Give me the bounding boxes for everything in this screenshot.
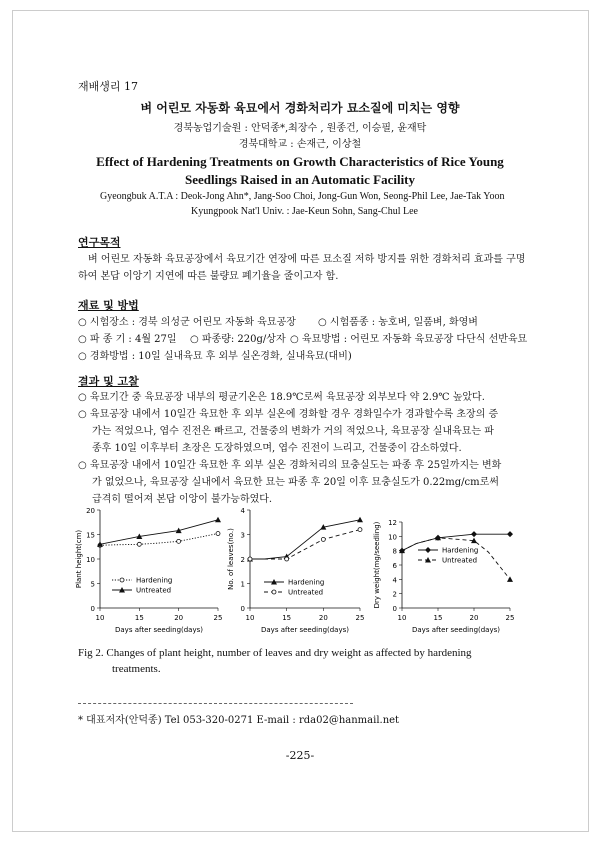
data-point-untreated bbox=[215, 517, 221, 523]
methods-line-2a: ○ 파 종 기 : 4월 27일 bbox=[78, 334, 177, 345]
results-line-5: ○ 육묘공장 내에서 10일간 육묘한 후 외부 실온 경화처리의 묘충실도는 파종 후 25일까지는 변화 bbox=[78, 460, 502, 471]
page-number: -225- bbox=[285, 749, 315, 762]
y-axis-label: No. of leaves(no.) bbox=[227, 528, 235, 590]
english-authors-1: Gyeongbuk A.T.A : Deok-Jong Ahn*, Jang-Soo Choi, Jong-Gun Won, Seong-Phil Lee, Jae-Tak Yoon bbox=[100, 191, 505, 202]
y-axis-label: Plant height(cm) bbox=[75, 529, 83, 589]
series-line-hardening bbox=[250, 520, 360, 559]
legend-marker-hardening bbox=[425, 547, 431, 553]
x-tick-label: 10 bbox=[245, 614, 255, 622]
methods-line-2c: ○ 육묘방법 : 어린모 자동화 육묘공장 다단식 선반육묘 bbox=[290, 334, 528, 345]
dry-weight-chart bbox=[372, 502, 524, 640]
data-point-hardening bbox=[471, 531, 477, 537]
methods-heading: 재료 및 방법 bbox=[78, 299, 139, 312]
y-tick-label: 5 bbox=[90, 580, 95, 589]
results-line-7: 급격히 떨어져 본답 이앙이 불가능하였다. bbox=[92, 494, 273, 505]
english-authors-2: Kyungpook Nat'l Univ. : Jae-Keun Sohn, Sang-Chul Lee bbox=[191, 206, 418, 217]
objective-line-2: 하여 본답 이앙기 지연에 따른 불량묘 폐기율을 줄이고자 함. bbox=[78, 271, 339, 282]
x-tick-label: 15 bbox=[433, 614, 443, 622]
objective-line-1: 벼 어린모 자동화 육묘공장에서 육묘기간 연장에 따른 묘소질 저하 방지를 위한 경화처리 효과를 구명 bbox=[88, 254, 526, 265]
y-tick-label: 15 bbox=[86, 531, 95, 540]
x-tick-label: 25 bbox=[355, 614, 365, 622]
results-line-2: ○ 육묘공장 내에서 10일간 육묘한 후 외부 실온에 경화할 경우 경화일수가 경과할수록 초장의 증 bbox=[78, 409, 499, 420]
data-point-hardening bbox=[137, 542, 141, 546]
legend-marker-hardening bbox=[120, 578, 124, 582]
legend-label-hardening: Hardening bbox=[288, 578, 325, 587]
data-point-untreated bbox=[248, 557, 252, 561]
x-tick-label: 20 bbox=[174, 614, 184, 622]
results-heading: 결과 및 고찰 bbox=[78, 375, 139, 388]
y-tick-label: 0 bbox=[90, 605, 95, 613]
x-tick-label: 25 bbox=[505, 614, 515, 622]
y-tick-label: 10 bbox=[86, 556, 95, 564]
data-point-hardening bbox=[216, 532, 220, 536]
data-point-untreated bbox=[507, 576, 513, 582]
y-tick-label: 2 bbox=[240, 556, 245, 564]
data-point-hardening bbox=[507, 531, 513, 537]
results-line-1: ○ 육묘기간 중 육묘공장 내부의 평균기온은 18.9℃로써 육묘공장 외부보다 약 2.9℃ 높았다. bbox=[78, 392, 485, 403]
y-tick-label: 6 bbox=[392, 562, 397, 570]
leaf-number-chart bbox=[226, 502, 376, 640]
legend-label-untreated: Untreated bbox=[136, 586, 172, 595]
korean-authors-1: 경북농업기술원 : 안덕종*,최장수 , 원종건, 이승필, 윤재탁 bbox=[173, 123, 427, 134]
korean-authors-2: 경북대학교 : 손재근, 이상철 bbox=[238, 139, 362, 150]
data-point-hardening bbox=[177, 539, 181, 543]
y-axis-label: Dry weight(mg/seedling) bbox=[373, 521, 381, 609]
x-axis-label: Days after seeding(days) bbox=[115, 626, 203, 634]
objective-heading: 연구목적 bbox=[78, 236, 121, 249]
data-point-untreated bbox=[285, 557, 289, 561]
series-line-hardening bbox=[100, 534, 218, 546]
y-tick-label: 0 bbox=[240, 605, 245, 613]
data-point-untreated bbox=[358, 528, 362, 532]
y-tick-label: 4 bbox=[392, 576, 397, 585]
session-label: 재배생리 17 bbox=[78, 80, 138, 93]
y-tick-label: 8 bbox=[392, 547, 397, 556]
series-line-untreated bbox=[100, 520, 218, 545]
methods-line-3: ○ 경화방법 : 10일 실내육묘 후 외부 실온경화, 실내육묘(대비) bbox=[78, 351, 352, 362]
methods-line-1b: ○ 시험품종 : 농호벼, 일품벼, 화영벼 bbox=[318, 317, 478, 328]
x-tick-label: 10 bbox=[95, 614, 105, 622]
legend-label-hardening: Hardening bbox=[136, 576, 173, 585]
data-point-untreated bbox=[321, 537, 325, 541]
series-line-untreated bbox=[250, 530, 360, 559]
plant-height-chart bbox=[74, 502, 232, 640]
legend-marker-untreated bbox=[272, 590, 276, 594]
y-tick-label: 4 bbox=[240, 507, 245, 515]
footnote-divider bbox=[78, 703, 353, 704]
y-tick-label: 20 bbox=[86, 507, 95, 515]
results-line-4: 종후 10일 이후부터 초장은 도장하였으며, 엽수 진전이 느리고, 건물중이 감소하였다. bbox=[92, 443, 462, 454]
y-tick-label: 3 bbox=[240, 531, 245, 540]
x-tick-label: 15 bbox=[134, 614, 144, 622]
y-tick-label: 10 bbox=[388, 533, 397, 542]
y-tick-label: 1 bbox=[240, 580, 245, 589]
x-tick-label: 15 bbox=[282, 614, 292, 622]
y-tick-label: 2 bbox=[392, 590, 397, 599]
english-title-line-1: Effect of Hardening Treatments on Growth Characteristics of Rice Young bbox=[96, 154, 504, 169]
legend-label-untreated: Untreated bbox=[442, 556, 478, 565]
methods-line-1a: ○ 시험장소 : 경북 의성군 어린모 자동화 육묘공장 bbox=[78, 317, 296, 328]
results-line-6: 가 없었으나, 육묘공장 실내에서 육묘한 묘는 파종 후 20일 이후 묘충실도가 0.22mg/cm로써 bbox=[92, 477, 499, 488]
methods-line-2b: ○ 파종량: 220g/상자 bbox=[190, 334, 286, 345]
x-axis-label: Days after seeding(days) bbox=[412, 626, 500, 634]
legend-label-untreated: Untreated bbox=[288, 588, 324, 597]
english-title-line-2: Seedlings Raised in an Automatic Facility bbox=[184, 172, 416, 187]
legend-label-hardening: Hardening bbox=[442, 546, 479, 555]
footnote: * 대표저자(안덕종) Tel 053-320-0271 E-mail : rda02@hanmail.net bbox=[78, 715, 400, 726]
caption-line-2: treatments. bbox=[112, 663, 161, 675]
x-tick-label: 20 bbox=[469, 614, 479, 622]
x-tick-label: 25 bbox=[213, 614, 223, 622]
x-axis-label: Days after seeding(days) bbox=[261, 626, 349, 634]
data-point-hardening bbox=[357, 517, 363, 523]
y-tick-label: 12 bbox=[388, 519, 397, 527]
caption-line-1: Fig 2. Changes of plant height, number of leaves and dry weight as affected by hardening bbox=[78, 647, 472, 659]
x-tick-label: 20 bbox=[318, 614, 328, 622]
results-line-3: 가는 적었으나, 엽수 진전은 빠르고, 건물중의 변화가 거의 적었으나, 육묘공장 실내육묘는 파 bbox=[92, 426, 494, 437]
korean-title: 벼 어린모 자동화 육묘에서 경화처리가 묘소질에 미치는 영향 bbox=[140, 101, 460, 115]
x-tick-label: 10 bbox=[397, 614, 407, 622]
y-tick-label: 0 bbox=[392, 605, 397, 613]
figure-caption bbox=[78, 645, 528, 677]
